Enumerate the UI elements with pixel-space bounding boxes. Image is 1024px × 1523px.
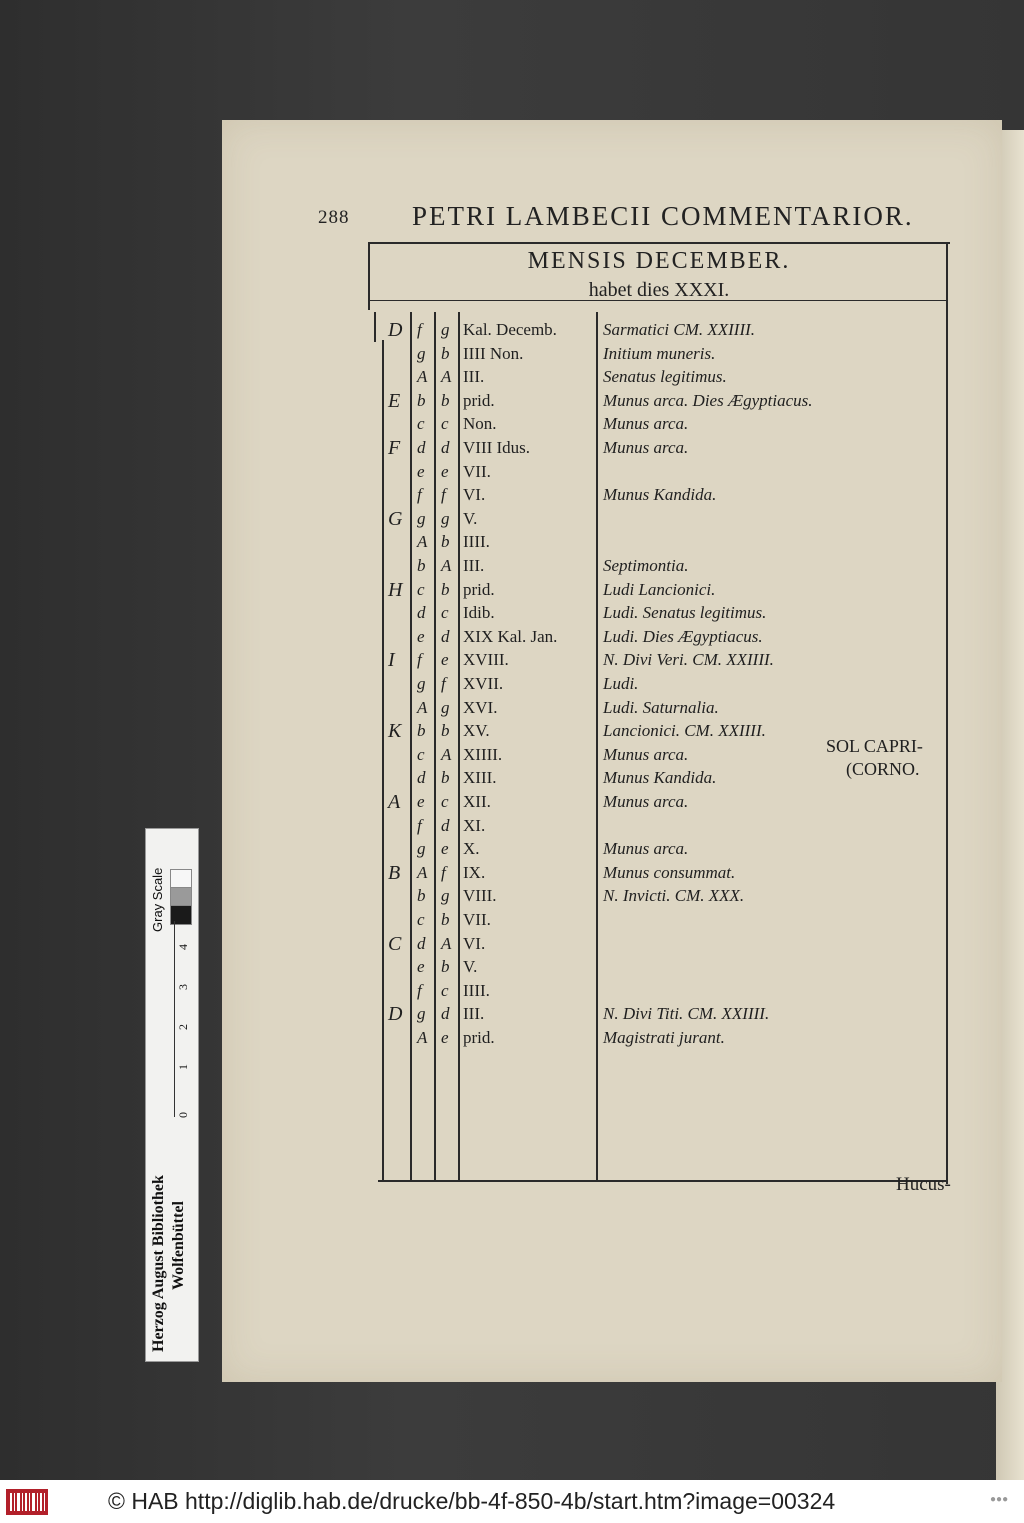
dominical-letter-a: g (417, 1004, 426, 1023)
hab-barcode-logo-icon (6, 1487, 48, 1517)
catchword: Hucus- (896, 1174, 951, 1195)
dominical-letter-b: e (441, 650, 449, 669)
ruler-tick-0: 0 (176, 1112, 190, 1118)
dominical-letter-b: e (441, 462, 449, 481)
dominical-letter-b: A (441, 745, 452, 764)
col-rule-0 (382, 340, 384, 1182)
roman-date: Non. (463, 414, 497, 433)
nundinal-letter: C (388, 933, 402, 955)
dominical-letter-b: d (441, 438, 450, 457)
roman-date: XV. (463, 721, 490, 740)
dominical-letter-b: g (441, 886, 450, 905)
side-note-line1: SOL CAPRI- (826, 736, 923, 756)
feast-note: N. Divi Veri. CM. XXIIII. (603, 650, 774, 669)
roman-date: Kal. Decemb. (463, 320, 557, 339)
dominical-letter-b: b (441, 580, 450, 599)
col-rule-4 (596, 312, 598, 1182)
feast-note: Ludi Lancionici. (603, 580, 716, 599)
table-right-rule (946, 242, 948, 1184)
nundinal-letter: H (388, 579, 403, 601)
dominical-letter-a: c (417, 910, 425, 929)
side-note-line2: (CORNO. (846, 759, 920, 779)
dominical-letter-a: b (417, 721, 426, 740)
dominical-letter-a: d (417, 934, 426, 953)
dominical-letter-b: c (441, 792, 449, 811)
roman-date: IIII Non. (463, 344, 524, 363)
dominical-letter-a: g (417, 839, 426, 858)
dominical-letter-a: d (417, 768, 426, 787)
gray-scale-label: Gray Scale (150, 867, 165, 932)
dominical-letter-a: A (417, 532, 428, 551)
dominical-letter-a: A (417, 863, 428, 882)
roman-date: IIII. (463, 981, 490, 1000)
feast-note: N. Divi Titi. CM. XXIIII. (603, 1004, 770, 1023)
dominical-letter-b: f (441, 674, 446, 693)
roman-date: XVI. (463, 698, 498, 717)
feast-note: Ludi. (603, 674, 639, 693)
roman-date: XIX Kal. Jan. (463, 627, 558, 646)
institution-name: Herzog August Bibliothek (150, 1175, 167, 1352)
dominical-letter-a: g (417, 509, 426, 528)
feast-note: Septimontia. (603, 556, 689, 575)
roman-date: III. (463, 367, 485, 386)
ruler-tick-4: 4 (176, 944, 190, 950)
running-head-title: PETRI LAMBECII COMMENTARIOR. (412, 201, 914, 231)
dominical-letter-b: d (441, 816, 450, 835)
feast-note: Munus Kandida. (603, 485, 717, 504)
ruler-tick-1: 1 (176, 1064, 190, 1070)
dominical-letter-b: b (441, 344, 450, 363)
nundinal-letter: K (388, 720, 402, 742)
dominical-letter-b: b (441, 532, 450, 551)
dominical-letter-a: g (417, 344, 426, 363)
copyright-url[interactable]: © HAB http://diglib.hab.de/drucke/bb-4f-850-4b/start.htm?image=00324 (108, 1488, 836, 1514)
gray-patch-mid (170, 887, 192, 907)
dominical-letter-a: A (417, 1028, 428, 1047)
col-rule-3 (458, 312, 460, 1182)
dominical-letter-a: A (417, 698, 428, 717)
dominical-letter-a: d (417, 438, 426, 457)
roman-date: III. (463, 556, 485, 575)
dominical-letter-b: g (441, 320, 450, 339)
feast-note: Munus arca. (603, 438, 689, 457)
dominical-letter-b: g (441, 509, 450, 528)
dominical-letter-a: c (417, 580, 425, 599)
dominical-letter-a: e (417, 792, 425, 811)
table-top-rule (368, 242, 950, 244)
feast-note: Munus arca. Dies Ægyptiacus. (603, 391, 813, 410)
nundinal-letter: G (388, 508, 403, 530)
dominical-letter-b: d (441, 627, 450, 646)
nundinal-letter: D (388, 1003, 403, 1025)
dominical-letter-b: b (441, 768, 450, 787)
ruler-tick-2: 2 (176, 1024, 190, 1030)
nundinal-letter: A (388, 791, 401, 813)
col-rule-1 (410, 312, 412, 1182)
dominical-letter-a: f (417, 650, 422, 669)
dominical-letter-a: b (417, 556, 426, 575)
roman-date: prid. (463, 580, 495, 599)
roman-date: XI. (463, 816, 486, 835)
dominical-letter-b: c (441, 981, 449, 1000)
dominical-letter-b: f (441, 485, 446, 504)
dominical-letter-b: b (441, 721, 450, 740)
nundinal-letter: F (388, 437, 401, 459)
roman-date: VIII Idus. (463, 438, 531, 457)
table-bottom-rule (378, 1180, 948, 1182)
dominical-letter-a: e (417, 957, 425, 976)
ruler-scale (150, 921, 175, 1117)
dominical-letter-a: b (417, 391, 426, 410)
dominical-letter-b: A (441, 556, 452, 575)
feast-note: Munus arca. (603, 839, 689, 858)
feast-note: Lancionici. CM. XXIIII. (603, 721, 766, 740)
month-days: habet dies XXXI. (588, 279, 730, 301)
dominical-letter-b: b (441, 957, 450, 976)
roman-date: IX. (463, 863, 486, 882)
dominical-letter-b: b (441, 910, 450, 929)
feast-note: Munus arca. (603, 414, 689, 433)
dominical-letter-a: c (417, 414, 425, 433)
roman-date: prid. (463, 1028, 495, 1047)
feast-note: Magistrati jurant. (603, 1028, 725, 1047)
dominical-letter-a: f (417, 320, 422, 339)
dominical-letter-b: f (441, 863, 446, 882)
feast-note: Munus arca. (603, 792, 689, 811)
roman-date: VI. (463, 485, 486, 504)
dominical-letter-b: b (441, 391, 450, 410)
nundinal-letter: E (388, 390, 401, 412)
dominical-letter-a: A (417, 367, 428, 386)
feast-note: Initium muneris. (603, 344, 716, 363)
dominical-letter-b: g (441, 698, 450, 717)
roman-date: III. (463, 1004, 485, 1023)
feast-note: Munus Kandida. (603, 768, 717, 787)
feast-note: Munus consummat. (603, 863, 736, 882)
dominical-letter-a: c (417, 745, 425, 764)
feast-note: Ludi. Senatus legitimus. (603, 603, 767, 622)
dominical-letter-b: c (441, 603, 449, 622)
dominical-letter-a: d (417, 603, 426, 622)
roman-date: Idib. (463, 603, 495, 622)
dominical-letter-b: e (441, 1028, 449, 1047)
nundinal-letter: I (388, 649, 395, 671)
page-number: 288 (318, 207, 350, 228)
nundinal-letter: B (388, 862, 401, 884)
gray-patch-white (170, 869, 192, 889)
roman-date: X. (463, 839, 480, 858)
feast-note: Ludi. Saturnalia. (603, 698, 719, 717)
roman-date: V. (463, 957, 478, 976)
dominical-letter-b: c (441, 414, 449, 433)
feast-note: Senatus legitimus. (603, 367, 727, 386)
roman-date: VIII. (463, 886, 497, 905)
dominical-letter-a: g (417, 674, 426, 693)
dominical-letter-b: e (441, 839, 449, 858)
month-title: MENSIS DECEMBER. (527, 248, 791, 274)
dominical-letter-b: A (441, 367, 452, 386)
dominical-letter-a: e (417, 627, 425, 646)
feast-note: Ludi. Dies Ægyptiacus. (603, 627, 763, 646)
roman-date: VII. (463, 910, 491, 929)
feast-note: N. Invicti. CM. XXX. (603, 886, 745, 905)
footer-menu-icon[interactable]: ●●● (990, 1494, 1009, 1505)
institution-city: Wolfenbüttel (170, 1201, 187, 1290)
col-rule-a (374, 312, 376, 342)
feast-note: Munus arca. (603, 745, 689, 764)
roman-date: XIIII. (463, 745, 503, 764)
roman-date: XVII. (463, 674, 504, 693)
roman-date: V. (463, 509, 478, 528)
dominical-letter-a: f (417, 816, 422, 835)
roman-date: VI. (463, 934, 486, 953)
dominical-letter-b: d (441, 1004, 450, 1023)
dominical-letter-a: e (417, 462, 425, 481)
roman-date: VII. (463, 462, 491, 481)
roman-date: IIII. (463, 532, 490, 551)
dominical-letter-a: b (417, 886, 426, 905)
feast-note: Sarmatici CM. XXIIII. (603, 320, 756, 339)
col-rule-2 (434, 312, 436, 1182)
roman-date: prid. (463, 391, 495, 410)
dominical-letter-a: f (417, 981, 422, 1000)
ruler-tick-3: 3 (176, 984, 190, 990)
nundinal-letter: D (388, 319, 403, 341)
roman-date: XVIII. (463, 650, 509, 669)
dominical-letter-b: A (441, 934, 452, 953)
roman-date: XIII. (463, 768, 497, 787)
dominical-letter-a: f (417, 485, 422, 504)
roman-date: XII. (463, 792, 491, 811)
